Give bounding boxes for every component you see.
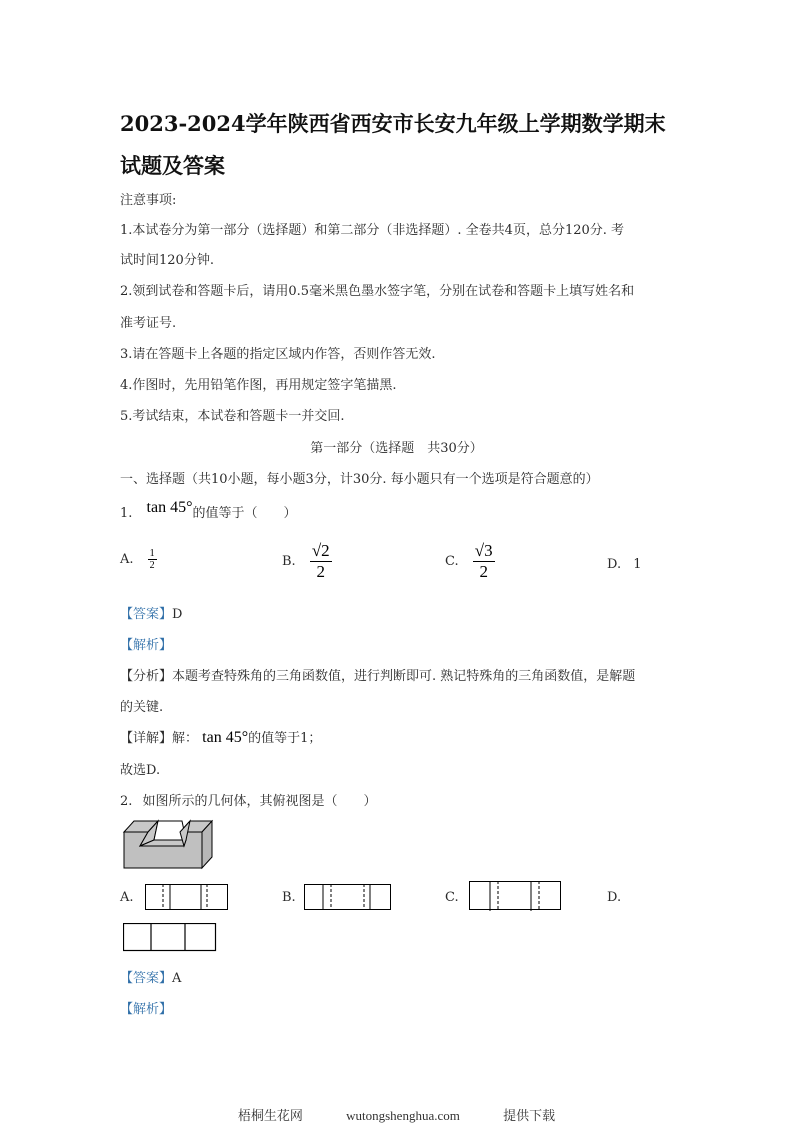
notice-item: 1.本试卷分为第一部分（选择题）和第二部分（非选择题）. 全卷共4页，总分120分. 考 [120,223,625,238]
conclusion: 故选D. [120,763,161,778]
detail-tag: 【详解】 [120,731,173,746]
question-number: 1. [120,506,133,521]
option-label-a: A. [120,890,134,905]
detail-line: 【详解】解： tan 45°的值等于1； [120,729,322,746]
math-expression: tan 45° [202,729,249,746]
answer-line-2 [120,967,181,986]
option-c[interactable]: C. $\frac{√3}{2}$ [445,541,493,581]
question-text: 的值等于（ ） [192,506,297,521]
question-text: 如图所示的几何体，其俯视图是（ ） [142,794,377,809]
question-2 [120,790,377,809]
option-label-c: C. [445,890,459,905]
notice-item: 准考证号. [120,316,177,331]
notice-item: 5.考试结束，本试卷和答题卡一并交回. [120,409,345,424]
notice-item: 试时间120分钟. [120,253,214,268]
answer-value: A [172,971,182,986]
question-1 [120,499,297,522]
option-c-view-icon[interactable] [469,881,562,911]
fenxi-tag: 【分析】 [120,669,173,684]
answer-tag: 【答案】 [120,971,173,986]
part-heading: 第一部分（选择题 共30分） [310,441,483,456]
answer-tag: 【答案】 [120,607,173,622]
fraction: $\frac{√2}{2}$ [311,541,330,581]
notice-item: 4.作图时，先用铅笔作图，再用规定签字笔描黑. [120,378,397,393]
answer-value: D [172,607,183,622]
option-a-view-icon[interactable] [145,884,229,911]
option-d-view-icon[interactable] [123,923,217,952]
math-expression: tan 45° [146,499,193,516]
option-d[interactable]: D. 1 [607,557,642,572]
option-b-view-icon[interactable] [304,884,392,911]
footer-url[interactable]: wutongshenghua.com [346,1108,460,1123]
fenxi-line-2: 的关键. [120,700,164,715]
answer-line [120,603,182,622]
footer [0,1105,793,1124]
analysis-tag-2: 【解析】 [120,1002,173,1017]
option-label-d: D. [607,890,622,905]
footer-suffix: 提供下载 [503,1108,556,1123]
notice-item: 3.请在答题卡上各题的指定区域内作答，否则作答无效. [120,347,436,362]
question-number: 2. [120,794,133,809]
notice-item: 2.领到试卷和答题卡后，请用0.5毫米黑色墨水签字笔，分别在试卷和答题卡上填写姓名和 [120,284,635,299]
notice-heading: 注意事项: [120,193,177,208]
section-heading: 一、选择题（共10小题，每小题3分，计30分. 每小题只有一个选项是符合题意的） [120,472,599,487]
option-b[interactable]: B. $\frac{√2}{2}$ [282,541,330,581]
fraction: $\frac{√3}{2}$ [474,541,493,581]
footer-site-name: 梧桐生花网 [237,1108,303,1123]
option-label-b: B. [282,890,296,905]
analysis-tag: 【解析】 [120,638,173,653]
option-a[interactable]: A. $\frac{1}{2}$ [120,548,155,571]
fenxi-line: 【分析】本题考查特殊角的三角函数值，进行判断即可. 熟记特殊角的三角函数值，是解题 [120,669,636,684]
fraction: $\frac{1}{2}$ [149,548,155,571]
page-title: 2023-2024学年陕西省西安市长安九年级上学期数学期末试题及答案 [120,111,666,178]
solid-figure-icon [122,818,214,870]
